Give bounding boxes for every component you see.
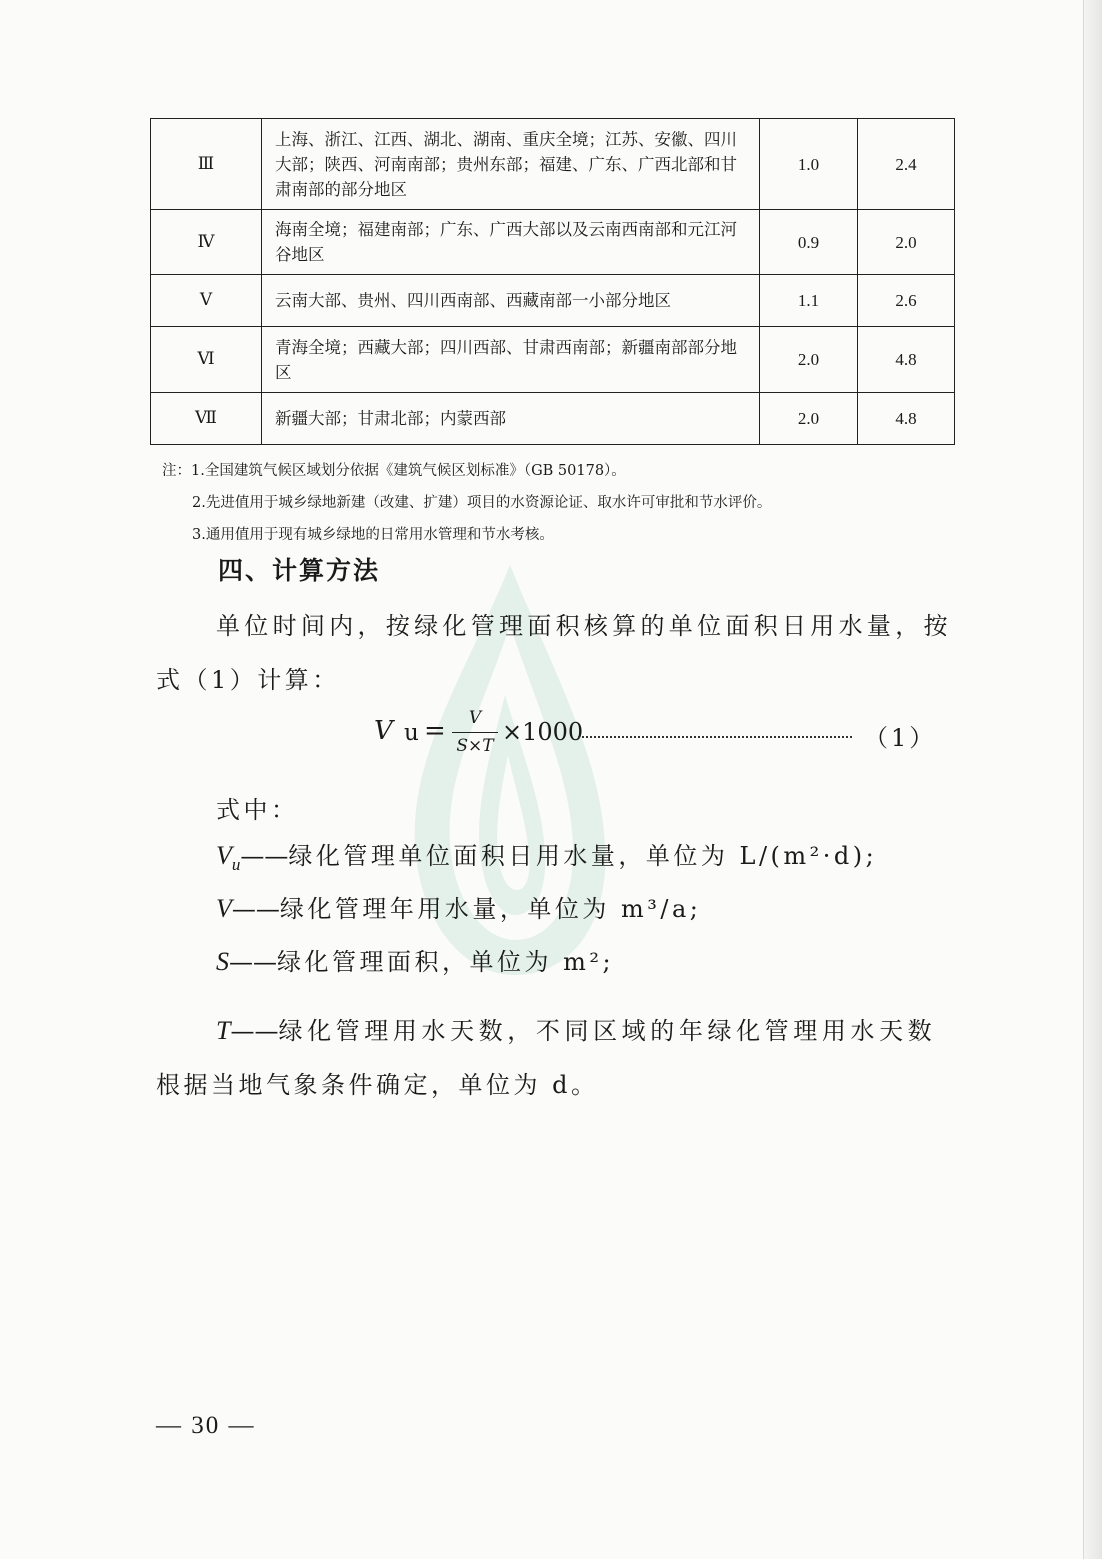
formula-lhs: V [374, 716, 393, 746]
region-cell: 新疆大部；甘肃北部；内蒙西部 [262, 393, 760, 445]
advanced-value-cell: 1.1 [760, 275, 858, 327]
zone-cell: Ⅴ [151, 275, 262, 327]
definition-dash: —— [230, 1017, 279, 1045]
definition-vu-text: 绿化管理单位面积日用水量，单位为 L/(m²·d); [288, 842, 878, 870]
advanced-value-cell: 1.0 [760, 119, 858, 210]
advanced-value-cell: 0.9 [760, 210, 858, 275]
paragraph-line-1: 单位时间内，按绿化管理面积核算的单位面积日用水量，按 [216, 612, 952, 640]
definition-dash: —— [231, 895, 280, 923]
table-row [151, 393, 955, 445]
climate-zone-table [150, 118, 955, 445]
table-notes [162, 455, 771, 551]
page-edge-shade [1084, 0, 1102, 1559]
formula-equals: = [424, 716, 446, 746]
fraction-bar [452, 732, 498, 733]
symbol-vu: $V_u$ [216, 841, 241, 875]
definition-v-text: 绿化管理年用水量，单位为 m³/a; [279, 895, 702, 923]
symbol-v: V [216, 894, 232, 923]
table-row [151, 327, 955, 393]
region-cell: 云南大部、贵州、四川西南部、西藏南部一小部分地区 [262, 275, 760, 327]
definition-v [216, 889, 701, 924]
zone-cell: Ⅳ [151, 210, 262, 275]
symbol-t: T [216, 1016, 231, 1045]
table-row [151, 275, 955, 327]
table-row [151, 119, 955, 210]
definition-t-text-line-2: 根据当地气象条件确定，单位为 d。 [156, 1071, 599, 1099]
general-value-cell: 2.6 [858, 275, 955, 327]
formula-number: （1） [864, 724, 937, 752]
definitions-intro: 式中： [216, 796, 299, 824]
paragraph-line-2: 式（1）计算： [156, 666, 340, 694]
zone-cell: Ⅵ [151, 327, 262, 393]
advanced-value-cell: 2.0 [760, 327, 858, 393]
definition-t [216, 1011, 936, 1046]
general-value-cell: 4.8 [858, 393, 955, 445]
formula-fraction [452, 708, 498, 756]
symbol-s: S [216, 947, 229, 976]
region-cell: 青海全境；西藏大部；四川西部、甘肃西南部；新疆南部部分地区 [262, 327, 760, 393]
table-row [151, 210, 955, 275]
section-heading: 四、计算方法 [218, 556, 381, 585]
formula-numerator: V [468, 708, 482, 728]
page-number: — 30 — [156, 1412, 256, 1439]
advanced-value-cell: 2.0 [760, 393, 858, 445]
definition-dash: —— [240, 842, 289, 870]
definition-s [216, 942, 614, 977]
general-value-cell: 4.8 [858, 327, 955, 393]
definition-dash: —— [229, 948, 277, 976]
definition-s-text: 绿化管理面积，单位为 m²; [277, 948, 615, 976]
formula-denominator: S×T [456, 736, 494, 756]
formula-leader-dots [578, 716, 852, 738]
formula-multiplier: ×1000 [502, 718, 584, 746]
region-cell: 海南全境；福建南部；广东、广西大部以及云南西南部和元江河谷地区 [262, 210, 760, 275]
definition-vu [216, 836, 877, 875]
general-value-cell: 2.0 [858, 210, 955, 275]
region-cell: 上海、浙江、江西、湖北、湖南、重庆全境；江苏、安徽、四川大部；陕西、河南南部；贵州东部；福建、广东、广西北部和甘肃南部的部分地区 [262, 119, 760, 210]
note-3: 3.通用值用于现有城乡绿地的日常用水管理和节水考核。 [192, 527, 554, 543]
note-2: 2.先进值用于城乡绿地新建（改建、扩建）项目的水资源论证、取水许可审批和节水评价。 [192, 495, 772, 511]
note-1: 注：1.全国建筑气候区域划分依据《建筑气候区划标准》（GB 50178）。 [162, 463, 626, 479]
definition-t-text-line-1: 绿化管理用水天数，不同区域的年绿化管理用水天数 [278, 1017, 937, 1045]
zone-cell: Ⅲ [151, 119, 262, 210]
zone-cell: Ⅶ [151, 393, 262, 445]
general-value-cell: 2.4 [858, 119, 955, 210]
formula-lhs-subscript: u [404, 720, 419, 746]
